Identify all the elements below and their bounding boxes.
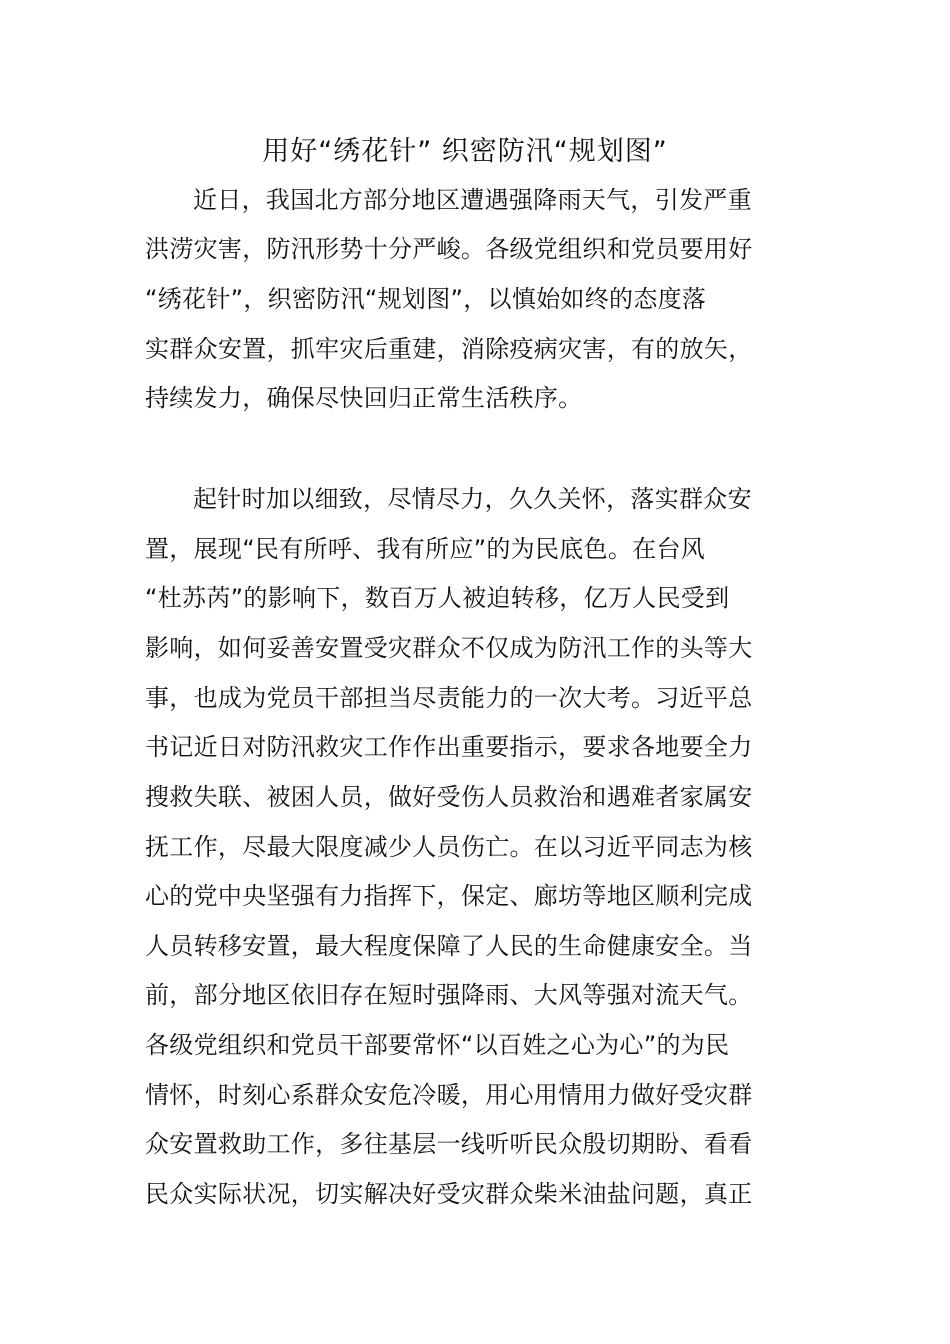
paragraph-line: 心的党中央坚强有力指挥下，保定、廊坊等地区顺利完成 [145,882,753,910]
paragraph-line: 众安置救助工作，多往基层一线听听民众殷切期盼、看看 [145,1130,753,1158]
paragraph-line: 近日，我国北方部分地区遭遇强降雨天气，引发严重 [193,186,752,214]
paragraph-line: 搜救失联、被困人员，做好受伤人员救治和遇难者家属安 [145,783,753,811]
paragraph-line: 前，部分地区依旧存在短时强降雨、大风等强对流天气。 [145,981,753,1009]
paragraph-line: 影响，如何妥善安置受灾群众不仅成为防汛工作的头等大 [145,634,753,662]
paragraph-line: “杜苏芮”的影响下，数百万人被迫转移，亿万人民受到 [145,584,730,612]
paragraph-line: “绣花针”，织密防汛“规划图”，以慎始如终的态度落 [145,285,707,313]
paragraph-line: 洪涝灾害，防汛形势十分严峻。各级党组织和党员要用好 [145,235,753,263]
document-title: 用好“绣花针” 织密防汛“规划图” [262,136,668,167]
paragraph-line: 实群众安置，抓牢灾后重建，消除疫病灾害，有的放矢， [145,335,753,363]
paragraph-line: 各级党组织和党员干部要常怀“以百姓之心为心”的为民 [145,1031,730,1059]
paragraph-line: 持续发力，确保尽快回归正常生活秩序。 [145,384,583,412]
paragraph-line: 置，展现“民有所呼、我有所应”的为民底色。在台风 [145,535,706,563]
paragraph-line: 书记近日对防汛救灾工作作出重要指示，要求各地要全力 [145,733,753,761]
paragraph-line: 民众实际状况，切实解决好受灾群众柴米油盐问题，真正 [145,1180,753,1208]
paragraph-line: 事，也成为党员干部担当尽责能力的一次大考。习近平总 [145,684,753,712]
paragraph-line: 起针时加以细致，尽情尽力，久久关怀，落实群众安 [193,485,752,513]
paragraph-line: 情怀，时刻心系群众安危冷暖，用心用情用力做好受灾群 [145,1081,753,1109]
paragraph-line: 抚工作，尽最大限度减少人员伤亡。在以习近平同志为核 [145,833,753,861]
paragraph-line: 人员转移安置，最大程度保障了人民的生命健康安全。当 [145,932,753,960]
